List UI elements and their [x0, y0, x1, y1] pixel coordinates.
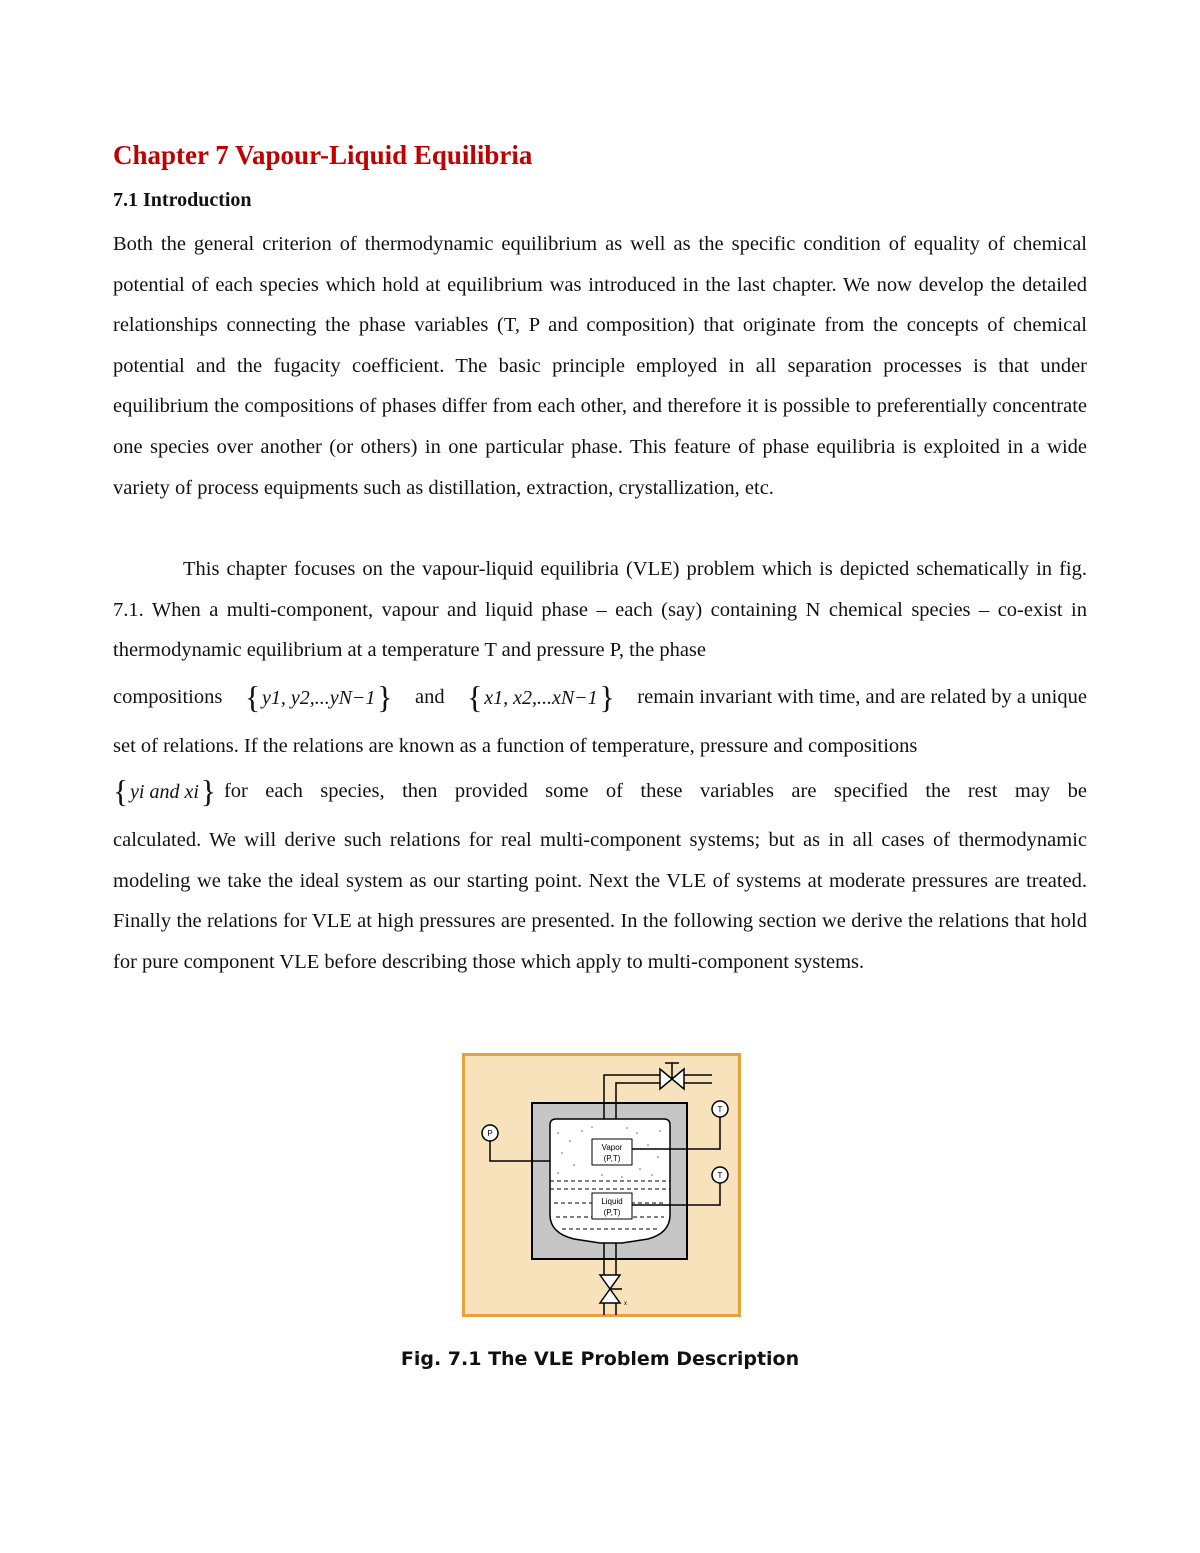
liquid-vars: (P,T) [603, 1208, 621, 1217]
figure-caption: Fig. 7.1 The VLE Problem Description [400, 1348, 800, 1370]
paragraph-3: set of relations. If the relations are known as a function of temperature, pressure and compositions [113, 735, 918, 757]
vapour-composition-set: { y1, y2,...yN−1 } [244, 679, 393, 715]
vapor-label: Vapor [601, 1143, 623, 1152]
species-set-line [113, 768, 1087, 814]
bottom-valve-note: x [624, 1301, 627, 1307]
composition-suffix: remain invariant with time, and are related by a unique [637, 685, 1087, 708]
paragraph-4: calculated. We will derive such relations for real multi-component systems; but as in all cases of thermodynamic modeling we take the ideal system as our starting point. Next the VLE of systems at moderate pressures are treated. Finally the relations for VLE at high pressures are presented. In the following section we derive the relations that hold for pure component VLE before describing those which apply to multi-component systems. [113, 829, 1087, 973]
paragraph-2-text: This chapter focuses on the vapour-liquid equilibria (VLE) problem which is depicted schematically in fig. 7.1. When a multi-component, vapour and liquid phase – each (say) containing N chemical species – co-exist in thermodynamic equilibrium at a temperature T and pressure P, the phase [113, 558, 1087, 662]
pressure-gauge-label: P [487, 1129, 493, 1138]
liquid-label: Liquid [601, 1197, 623, 1206]
species-set: { yi and xi } [113, 773, 216, 809]
section-heading: 7.1 Introduction [113, 189, 252, 211]
vle-schematic-figure [462, 1053, 741, 1317]
species-set-text: yi and xi [130, 781, 199, 803]
chapter-title: Chapter 7 Vapour-Liquid Equilibria [113, 140, 533, 170]
vapor-vars: (P,T) [603, 1154, 621, 1163]
paragraph-2 [113, 549, 1087, 671]
paragraph-1: Both the general criterion of thermodynamic equilibrium as well as the specific condition of equality of chemical potential of each species which hold at equilibrium was introduced in the last chapter. We now develop the detailed relationships connecting the phase variables (T, P and composition) that originate from the concepts of chemical potential and the fugacity coefficient. The basic principle employed in all separation processes is that under equilibrium the compositions of phases differ from each other, and therefore it is possible to preferentially concentrate one species over another (or others) in one particular phase. This feature of phase equilibria is exploited in a wide variety of process equipments such as distillation, extraction, crystallization, etc. [113, 233, 1087, 499]
temperature-gauge-1-label: T [717, 1105, 723, 1114]
liquid-composition-set: { x1, x2,...xN−1 } [467, 679, 615, 715]
composition-sets-line [113, 674, 1087, 720]
temperature-gauge-2-label: T [717, 1171, 723, 1180]
compositions-word: compositions [113, 685, 223, 708]
and-word: and [415, 685, 445, 708]
liquid-set-text: x1, x2,...xN−1 [484, 687, 598, 709]
species-set-suffix: for each species, then provided some of these variables are specified the rest may be [223, 779, 1087, 802]
vapour-set-text: y1, y2,...yN−1 [261, 687, 376, 709]
